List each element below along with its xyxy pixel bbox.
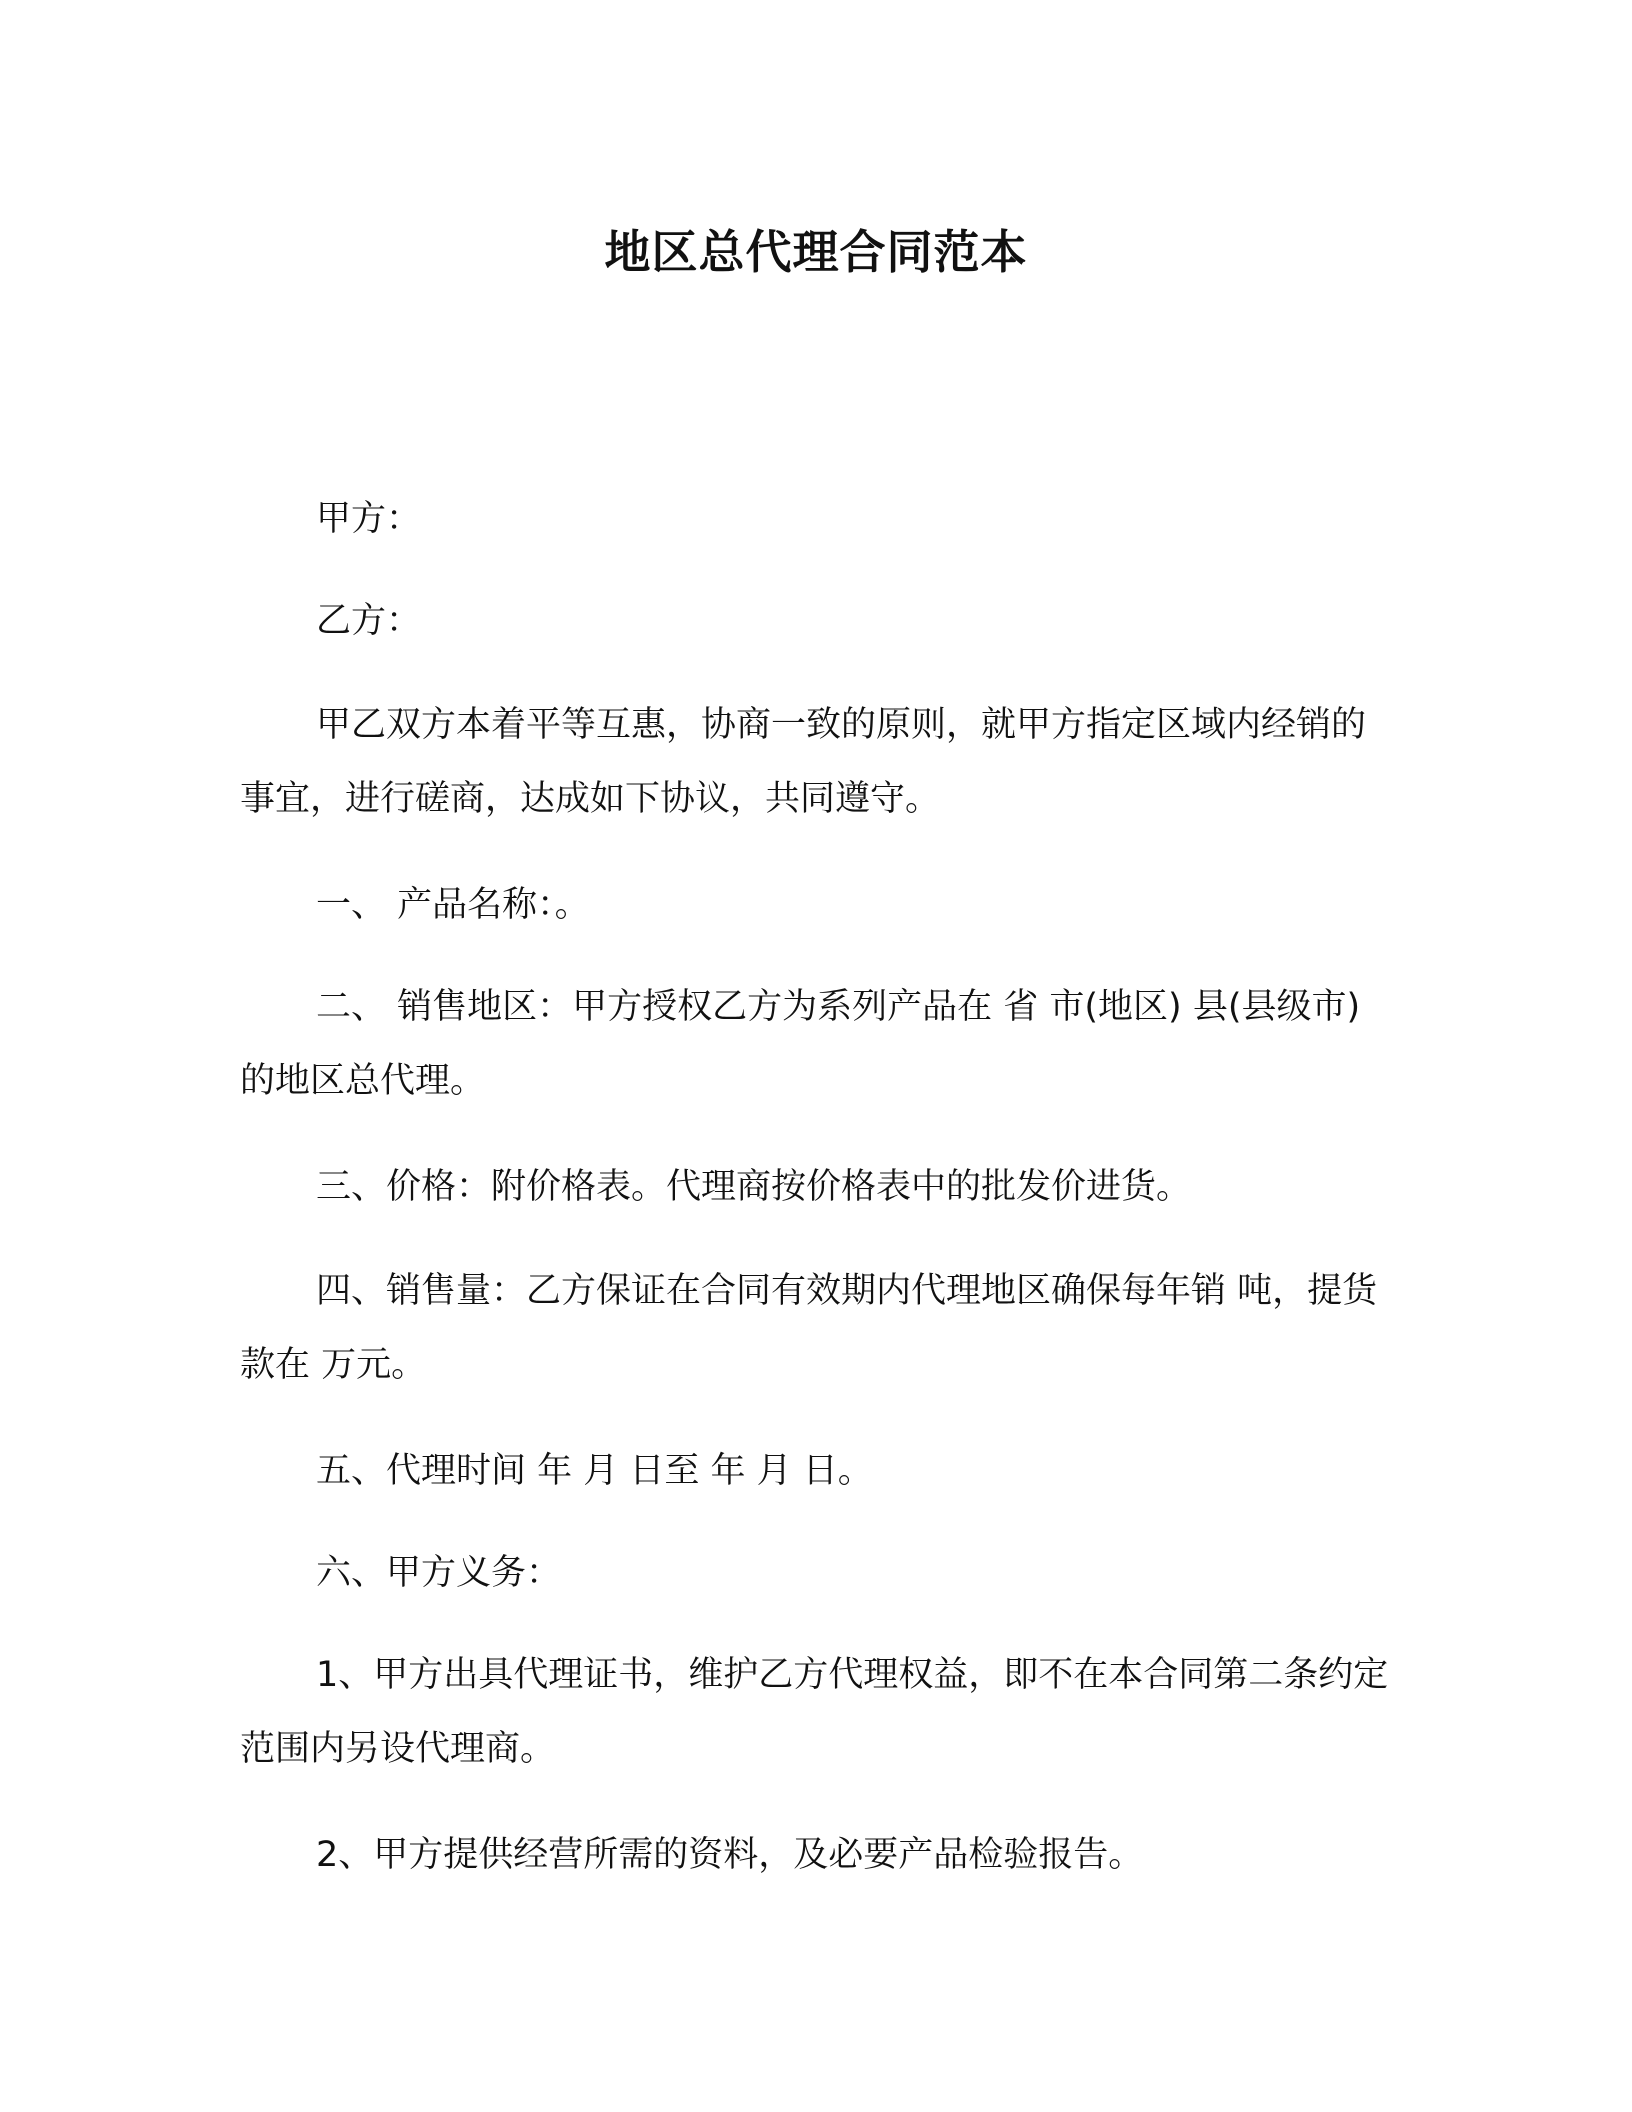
party-a-line: 甲方： xyxy=(316,499,422,539)
party-b-line: 乙方： xyxy=(316,601,422,641)
clause-6-party-a-obligations: 六、甲方义务： xyxy=(316,1553,562,1593)
document-title: 地区总代理合同范本 xyxy=(604,225,1028,279)
clause-4-sales-volume: 四、销售量：乙方保证在合同有效期内代理地区确保每年销 吨，提货款在 万元。 xyxy=(240,1271,1378,1385)
clause-2-sales-region: 二、 销售地区：甲方授权乙方为系列产品在 省 市(地区) 县(县级市)的地区总代理。 xyxy=(240,987,1361,1101)
obligation-item-2: 2、甲方提供经营所需的资料，及必要产品检验报告。 xyxy=(316,1835,1144,1875)
clause-1-product-name: 一、 产品名称：。 xyxy=(316,885,590,925)
clause-3-price: 三、价格：附价格表。代理商按价格表中的批发价进货。 xyxy=(316,1167,1192,1207)
preamble-paragraph: 甲乙双方本着平等互惠，协商一致的原则，就甲方指定区域内经销的事宜，进行磋商，达成如下协议，共同遵守。 xyxy=(240,705,1367,819)
obligation-item-1: 1、甲方出具代理证书，维护乙方代理权益，即不在本合同第二条约定范围内另设代理商。 xyxy=(240,1655,1389,1769)
clause-5-agency-period: 五、代理时间 年 月 日至 年 月 日。 xyxy=(316,1451,873,1491)
